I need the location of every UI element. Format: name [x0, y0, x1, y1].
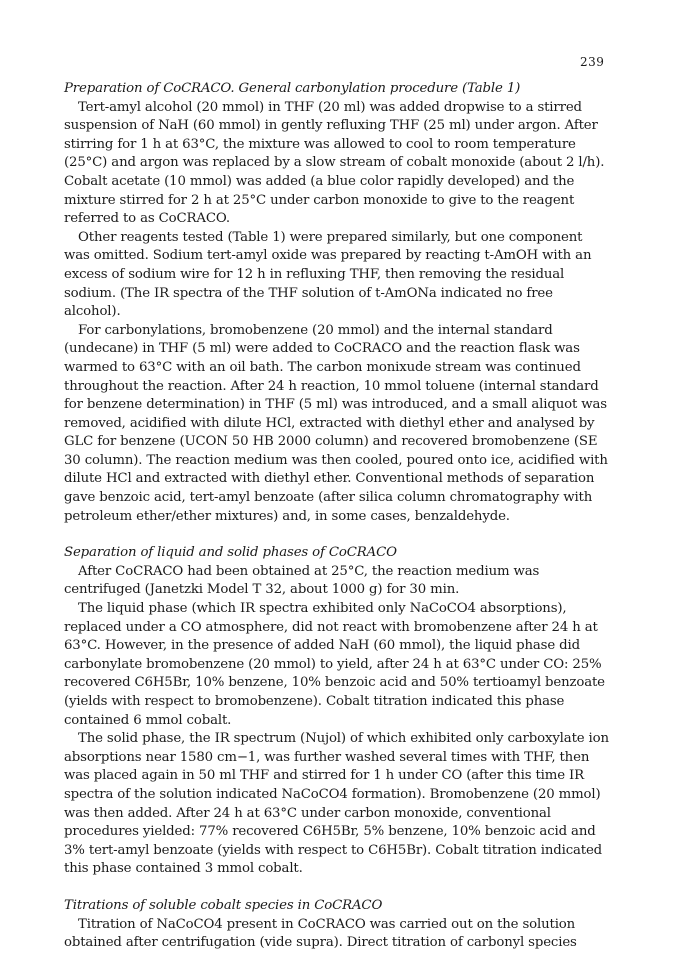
paragraph-solid-phase: The solid phase, the IR spectrum (Nujol) of which exhibited only carboxylate ion absorptions near 1580 cm−1, was further washed several times with THF, then was placed again in 50 ml THF and stirred for 1 h under CO (after this time IR spectra of the solution indicated NaCoCO4 formation). Bromobenzene (20 mmol) was then added. After 24 h at 63°C under carbon monoxide, conventional procedures yielded: 77% recovered C6H5Br, 5% benzene, 10% benzoic acid and 3% tert-amyl benzoate (yields with respect to C6H5Br). Cobalt titration indicated this phase contained 3 mmol cobalt.: [64, 731, 609, 877]
paragraph-liquid-phase: The liquid phase (which IR spectra exhibited only NaCoCO4 absorptions), replaced under a CO atmosphere, did not react with bromobenzene after 24 h at 63°C. However, in the presence of added NaH (60 mmol), the liquid phase did carbonylate bromobenzene (20 mmol) to yield, after 24 h at 63°C under CO: 25% recovered C6H5Br, 10% benzene, 10% benzoic acid and 50% tertioamyl benzoate (yields with respect to bromobenzene). Cobalt titration indicated this phase contained 6 mmol cobalt.: [64, 601, 605, 728]
section-heading-titrations: Titrations of soluble cobalt species in CoCRACO: [64, 897, 383, 913]
document-body: [64, 80, 612, 953]
page-number: 239: [580, 55, 605, 69]
section-heading-preparation: Preparation of CoCRACO. General carbonylation procedure (Table 1): [64, 81, 521, 96]
section-heading-separation: Separation of liquid and solid phases of CoCRACO: [64, 545, 397, 561]
paragraph-carbonylations: For carbonylations, bromobenzene (20 mmol) and the internal standard (undecane) in THF (5 ml) were added to CoCRACO and the reaction flask was warmed to 63°C with an oil bath. The carbon monixude stream was continued throughout the reaction. After 24 h reaction, 10 mmol toluene (internal standard for benzene determination) in THF (5 ml) was introduced, and a small aliquot was removed, acidified with dilute HCl, extracted with diethyl ether and analysed by GLC for benzene (UCON 50 HB 2000 column) and recovered bromobenzene (SE 30 column). The reaction medium was then cooled, poured onto ice, acidified with dilute HCl and extracted with diethyl ether. Conventional methods of separation gave benzoic acid, tert-amyl benzoate (after silica column chromatography with petroleum ether/ether mixtures) and, in some cases, benzaldehyde.: [64, 322, 608, 524]
paragraph-titration: Titration of NaCoCO4 present in CoCRACO was carried out on the solution obtained after centrifugation (vide supra). Direct titration of carbonyl species: [64, 916, 577, 951]
paragraph-centrifugation: After CoCRACO had been obtained at 25°C, the reaction medium was centrifuged (Janetzki Model T 32, about 1000 g) for 30 min.: [64, 563, 540, 598]
paragraph-other-reagents: Other reagents tested (Table 1) were prepared similarly, but one component was omitted. Sodium tert-amyl oxide was prepared by reacting t-AmOH with an excess of sodium wire for 12 h in refluxing THF, then removing the residual sodium. (The IR spectra of the THF solution of t-AmONa indicated no free alcohol).: [64, 229, 592, 320]
paragraph-preparation-procedure: Tert-amyl alcohol (20 mmol) in THF (20 ml) was added dropwise to a stirred suspension of NaH (60 mmol) in gently refluxing THF (25 ml) under argon. After stirring for 1 h at 63°C, the mixture was allowed to cool to room temperature (25°C) and argon was replaced by a slow stream of cobalt monoxide (about 2 l/h). Cobalt acetate (10 mmol) was added (a blue color rapidly developed) and the mixture stirred for 2 h at 25°C under carbon monoxide to give to the reagent referred to as CoCRACO.: [64, 99, 605, 227]
